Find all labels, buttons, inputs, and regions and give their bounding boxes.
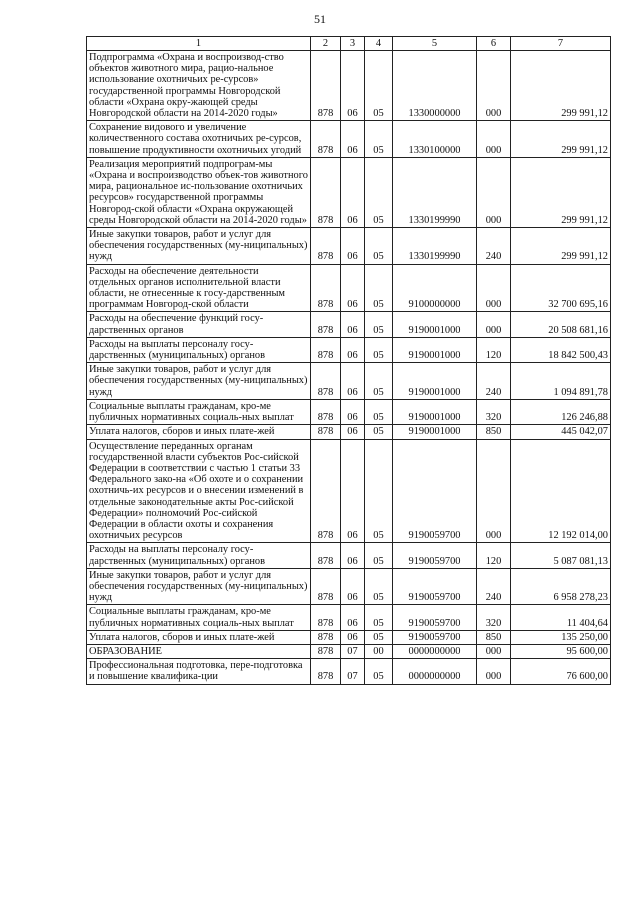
expense-type-code: 000 [477,312,511,337]
row-name: Уплата налогов, сборов и иных плате-жей [87,630,311,644]
target-article-code: 9190001000 [393,425,477,439]
amount: 32 700 695,16 [511,264,611,312]
subsection-code: 05 [365,157,393,227]
amount: 6 958 278,23 [511,568,611,605]
column-number: 3 [341,37,365,51]
row-name: Расходы на выплаты персоналу госу-дарственных (муниципальных) органов [87,543,311,568]
row-name: Сохранение видового и увеличение количественного состава охотничьих ре-сурсов, повышение продуктивности охотничьих угодий [87,121,311,158]
subsection-code: 05 [365,630,393,644]
expense-type-code: 000 [477,121,511,158]
expense-type-code: 120 [477,337,511,362]
expense-type-code: 240 [477,363,511,400]
target-article-code: 9190001000 [393,312,477,337]
table-row [87,630,611,644]
table-row [87,312,611,337]
table-row [87,264,611,312]
section-code: 06 [341,425,365,439]
row-name: ОБРАЗОВАНИЕ [87,644,311,658]
section-code: 06 [341,264,365,312]
ministry-code: 878 [311,605,341,630]
amount: 95 600,00 [511,644,611,658]
target-article-code: 9100000000 [393,264,477,312]
ministry-code: 878 [311,425,341,439]
amount: 5 087 081,13 [511,543,611,568]
target-article-code: 1330000000 [393,51,477,121]
section-code: 06 [341,399,365,424]
subsection-code: 05 [365,543,393,568]
expense-type-code: 320 [477,605,511,630]
row-name: Иные закупки товаров, работ и услуг для обеспечения государственных (му-ниципальных) нужд [87,568,311,605]
table-row [87,51,611,121]
subsection-code: 05 [365,439,393,543]
expense-type-code: 240 [477,568,511,605]
table-row [87,228,611,265]
expense-type-code: 320 [477,399,511,424]
ministry-code: 878 [311,543,341,568]
expense-type-code: 000 [477,659,511,684]
ministry-code: 878 [311,157,341,227]
target-article-code: 9190059700 [393,543,477,568]
subsection-code: 05 [365,363,393,400]
row-name: Профессиональная подготовка, пере-подготовка и повышение квалифика-ции [87,659,311,684]
column-number-row [87,37,611,51]
column-number: 5 [393,37,477,51]
section-code: 07 [341,659,365,684]
expense-type-code: 000 [477,439,511,543]
subsection-code: 05 [365,659,393,684]
subsection-code: 05 [365,425,393,439]
target-article-code: 9190001000 [393,363,477,400]
target-article-code: 1330199990 [393,157,477,227]
amount: 299 991,12 [511,228,611,265]
table-row [87,363,611,400]
expense-type-code: 000 [477,51,511,121]
column-number: 4 [365,37,393,51]
subsection-code: 00 [365,644,393,658]
subsection-code: 05 [365,264,393,312]
table-row [87,543,611,568]
ministry-code: 878 [311,121,341,158]
target-article-code: 9190059700 [393,630,477,644]
column-number: 1 [87,37,311,51]
ministry-code: 878 [311,659,341,684]
table-row [87,659,611,684]
amount: 299 991,12 [511,157,611,227]
row-name: Социальные выплаты гражданам, кро-ме публичных нормативных социаль-ных выплат [87,399,311,424]
section-code: 06 [341,543,365,568]
subsection-code: 05 [365,605,393,630]
column-number: 6 [477,37,511,51]
row-name: Расходы на выплаты персоналу госу-дарственных (муниципальных) органов [87,337,311,362]
row-name: Иные закупки товаров, работ и услуг для обеспечения государственных (му-ниципальных) нужд [87,363,311,400]
subsection-code: 05 [365,399,393,424]
ministry-code: 878 [311,228,341,265]
section-code: 06 [341,568,365,605]
expense-type-code: 850 [477,630,511,644]
ministry-code: 878 [311,363,341,400]
table-row [87,605,611,630]
target-article-code: 1330100000 [393,121,477,158]
section-code: 07 [341,644,365,658]
subsection-code: 05 [365,228,393,265]
expense-type-code: 000 [477,157,511,227]
section-code: 06 [341,312,365,337]
amount: 12 192 014,00 [511,439,611,543]
amount: 445 042,07 [511,425,611,439]
amount: 11 404,64 [511,605,611,630]
expense-type-code: 240 [477,228,511,265]
ministry-code: 878 [311,439,341,543]
target-article-code: 9190001000 [393,399,477,424]
subsection-code: 05 [365,312,393,337]
target-article-code: 9190059700 [393,605,477,630]
section-code: 06 [341,630,365,644]
table-row [87,337,611,362]
section-code: 06 [341,121,365,158]
page-number: 51 [314,12,326,26]
table-row [87,121,611,158]
table-row [87,644,611,658]
amount: 18 842 500,43 [511,337,611,362]
subsection-code: 05 [365,121,393,158]
subsection-code: 05 [365,568,393,605]
target-article-code: 9190059700 [393,568,477,605]
ministry-code: 878 [311,51,341,121]
row-name: Реализация мероприятий подпрограм-мы «Охрана и воспроизводство объек-тов животного мира, рациональное ис-пользование охотничьих ресурсов» государственной программы Новгород-ской области «Охрана окружающей среды Новгородской области на 2014-2020 годы» [87,157,311,227]
column-number: 2 [311,37,341,51]
ministry-code: 878 [311,264,341,312]
amount: 135 250,00 [511,630,611,644]
target-article-code: 1330199990 [393,228,477,265]
target-article-code: 0000000000 [393,644,477,658]
section-code: 06 [341,157,365,227]
ministry-code: 878 [311,337,341,362]
row-name: Уплата налогов, сборов и иных плате-жей [87,425,311,439]
amount: 126 246,88 [511,399,611,424]
row-name: Расходы на обеспечение функций госу-дарственных органов [87,312,311,337]
section-code: 06 [341,228,365,265]
section-code: 06 [341,337,365,362]
section-code: 06 [341,363,365,400]
amount: 299 991,12 [511,51,611,121]
subsection-code: 05 [365,51,393,121]
expense-type-code: 120 [477,543,511,568]
table-row [87,425,611,439]
section-code: 06 [341,605,365,630]
amount: 299 991,12 [511,121,611,158]
budget-table [86,36,611,685]
ministry-code: 878 [311,399,341,424]
table-row [87,439,611,543]
ministry-code: 878 [311,644,341,658]
amount: 1 094 891,78 [511,363,611,400]
subsection-code: 05 [365,337,393,362]
column-number: 7 [511,37,611,51]
section-code: 06 [341,51,365,121]
target-article-code: 9190001000 [393,337,477,362]
row-name: Подпрограмма «Охрана и воспроизвод-ство объектов животного мира, рацио-нальное использование охотничьих ре-сурсов» государственной программы Новгородской области «Охрана окру-жающей среды Новгородской области на 2014-2020 годы» [87,51,311,121]
amount: 76 600,00 [511,659,611,684]
ministry-code: 878 [311,630,341,644]
amount: 20 508 681,16 [511,312,611,337]
table-row [87,568,611,605]
target-article-code: 9190059700 [393,439,477,543]
row-name: Социальные выплаты гражданам, кро-ме публичных нормативных социаль-ных выплат [87,605,311,630]
ministry-code: 878 [311,312,341,337]
expense-type-code: 000 [477,264,511,312]
table-row [87,157,611,227]
row-name: Иные закупки товаров, работ и услуг для обеспечения государственных (му-ниципальных) нужд [87,228,311,265]
expense-type-code: 000 [477,644,511,658]
table-row [87,399,611,424]
section-code: 06 [341,439,365,543]
target-article-code: 0000000000 [393,659,477,684]
ministry-code: 878 [311,568,341,605]
row-name: Осуществление переданных органам государственной власти субъектов Рос-сийской Федерации в соответствии с частью 1 статьи 33 Федерального зако-на «Об охоте и о сохранении охотничь-их ресурсов и о внесении изменений в отдельные законодательные акты Рос-сийской Федерации» полномочий Рос-сийской Федерации в области охоты и сохранения охотничьих ресурсов [87,439,311,543]
row-name: Расходы на обеспечение деятельности отдельных органов исполнительной власти области, не отнесенные к госу-дарственным программам Новгород-ской области [87,264,311,312]
expense-type-code: 850 [477,425,511,439]
